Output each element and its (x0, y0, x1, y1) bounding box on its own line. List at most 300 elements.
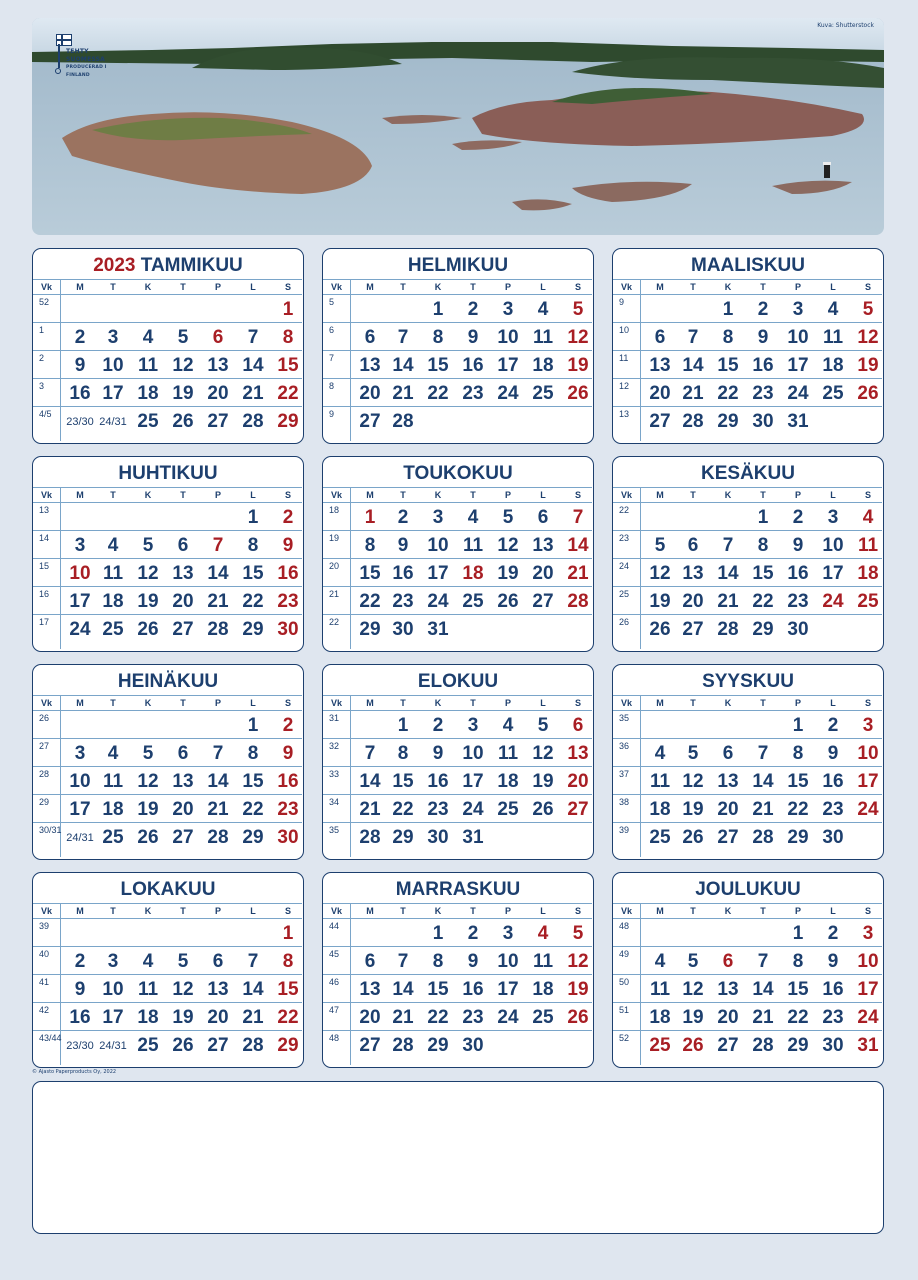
weekday-label: M (76, 490, 84, 500)
day-cell: 25 (102, 827, 124, 848)
weekday-label: K (724, 282, 732, 292)
week-row (613, 795, 882, 823)
day-cell: 8 (432, 951, 444, 972)
day-cell: 22 (787, 1007, 809, 1028)
weekday-header (613, 903, 882, 919)
day-cell: 2 (467, 923, 479, 944)
day-cell: 23 (787, 591, 809, 612)
day-cell: 27 (682, 619, 704, 640)
day-cell: 14 (717, 563, 739, 584)
week-row (613, 351, 882, 379)
month-title (323, 669, 593, 695)
notes-area[interactable] (32, 1081, 884, 1234)
month-title (613, 253, 883, 279)
week-number: 29 (39, 797, 50, 807)
day-cell: 4 (467, 507, 479, 528)
day-cell: 13 (359, 355, 381, 376)
week-row (33, 531, 302, 559)
day-cell: 7 (722, 535, 734, 556)
day-cell: 19 (172, 383, 194, 404)
week-number: 4/5 (39, 409, 52, 419)
month-card-joulukuu (612, 872, 884, 1068)
day-cell: 6 (537, 507, 549, 528)
month-title (323, 877, 593, 903)
weekday-label: L (250, 490, 256, 500)
day-cell: 2 (397, 507, 409, 528)
day-cell: 25 (649, 827, 671, 848)
day-cell: 1 (722, 299, 734, 320)
weekday-label: K (144, 698, 152, 708)
day-cell: 5 (572, 923, 584, 944)
day-cell: 9 (282, 535, 294, 556)
day-cell: 5 (572, 299, 584, 320)
day-cell: 29 (717, 411, 739, 432)
day-cell: 2 (827, 715, 839, 736)
day-cell: 12 (682, 771, 704, 792)
week-row (33, 795, 302, 823)
weekday-label: T (470, 698, 476, 708)
day-cell: 27 (172, 827, 194, 848)
month-card-kesäkuu (612, 456, 884, 652)
day-cell: 9 (397, 535, 409, 556)
week-number: 35 (619, 713, 630, 723)
day-cell: 13 (532, 535, 554, 556)
day-cell: 26 (172, 411, 194, 432)
day-cell: 5 (862, 299, 874, 320)
week-number: 48 (329, 1033, 340, 1043)
day-cell: 23 (392, 591, 414, 612)
weekday-label: T (180, 698, 186, 708)
day-cell: 7 (757, 743, 769, 764)
weekday-label: P (794, 282, 801, 292)
day-cell: 5 (177, 951, 189, 972)
week-row (613, 559, 882, 587)
day-cell: 26 (532, 799, 554, 820)
month-title (33, 461, 303, 487)
week-row (613, 739, 882, 767)
day-cell: 4 (142, 327, 154, 348)
day-cell: 2 (282, 715, 294, 736)
week-row (323, 503, 592, 531)
day-cell: 1 (247, 715, 259, 736)
week-row (323, 919, 592, 947)
day-cell: 20 (207, 383, 229, 404)
day-cell: 6 (364, 951, 376, 972)
day-cell: 17 (427, 563, 449, 584)
day-cell: 19 (137, 799, 159, 820)
weekday-label: K (724, 698, 732, 708)
day-cell: 16 (277, 563, 299, 584)
day-cell: 13 (682, 563, 704, 584)
day-cell: 2 (757, 299, 769, 320)
day-cell: 7 (247, 951, 259, 972)
day-cell: 13 (172, 771, 194, 792)
day-cell: 4 (537, 923, 549, 944)
day-cell: 20 (207, 1007, 229, 1028)
weekday-label: T (180, 906, 186, 916)
day-cell: 11 (462, 535, 484, 556)
day-cell: 6 (212, 327, 224, 348)
week-row (323, 587, 592, 615)
day-cell: 13 (207, 355, 229, 376)
day-cell: 22 (277, 383, 299, 404)
weekday-label: S (864, 282, 871, 292)
week-row (323, 615, 592, 643)
day-cell: 6 (177, 743, 189, 764)
day-cell: 16 (462, 355, 484, 376)
week-number-header: Vk (330, 282, 342, 292)
week-number: 39 (619, 825, 630, 835)
weekday-label: T (110, 282, 116, 292)
week-number-header: Vk (620, 490, 632, 500)
weekday-label: K (144, 282, 152, 292)
day-cell: 9 (827, 951, 839, 972)
week-row (323, 947, 592, 975)
archipelago-photo (32, 18, 884, 235)
day-cell: 18 (532, 979, 554, 1000)
weekday-label: S (284, 698, 291, 708)
day-cell: 11 (102, 563, 124, 584)
day-cell: 12 (137, 563, 159, 584)
day-cell: 18 (462, 563, 484, 584)
day-cell: 18 (137, 1007, 159, 1028)
day-cell: 8 (247, 743, 259, 764)
day-cell: 17 (857, 979, 879, 1000)
day-cell: 31 (462, 827, 484, 848)
month-title (323, 253, 593, 279)
day-cell: 15 (787, 771, 809, 792)
week-number: 46 (329, 977, 340, 987)
day-cell: 7 (364, 743, 376, 764)
day-cell: 24 (822, 591, 844, 612)
weekday-label: S (574, 282, 581, 292)
month-name: TAMMIKUU (140, 255, 243, 276)
day-cell: 4 (862, 507, 874, 528)
week-row (613, 323, 882, 351)
week-number: 23 (619, 533, 630, 543)
day-cell: 23 (277, 591, 299, 612)
day-cell: 9 (74, 979, 86, 1000)
week-number: 9 (619, 297, 625, 307)
day-cell: 11 (649, 979, 671, 1000)
day-cell: 18 (102, 591, 124, 612)
day-cell: 20 (682, 591, 704, 612)
week-row (323, 559, 592, 587)
day-cell: 5 (654, 535, 666, 556)
month-name: JOULUKUU (695, 879, 801, 900)
day-cell: 8 (397, 743, 409, 764)
day-cell: 12 (567, 951, 589, 972)
weekday-label: P (214, 698, 221, 708)
day-cell: 19 (532, 771, 554, 792)
day-cell: 14 (752, 771, 774, 792)
day-cell: 11 (102, 771, 124, 792)
day-cell: 15 (242, 563, 264, 584)
day-cell: 7 (212, 743, 224, 764)
week-row (613, 767, 882, 795)
day-cell: 18 (649, 1007, 671, 1028)
day-cell: 18 (102, 799, 124, 820)
weekday-label: T (470, 282, 476, 292)
week-number: 37 (619, 769, 630, 779)
weekday-label: T (690, 490, 696, 500)
week-number-header: Vk (620, 282, 632, 292)
weekday-header (323, 695, 592, 711)
month-card-toukokuu (322, 456, 594, 652)
month-name: HUHTIKUU (118, 463, 218, 484)
weekday-label: L (250, 906, 256, 916)
day-cell: 16 (427, 771, 449, 792)
day-cell: 2 (282, 507, 294, 528)
week-row (613, 587, 882, 615)
day-cell: 4 (654, 743, 666, 764)
day-cell: 6 (572, 715, 584, 736)
day-cell: 3 (432, 507, 444, 528)
week-number: 40 (39, 949, 50, 959)
week-number: 32 (329, 741, 340, 751)
day-cell: 10 (102, 979, 124, 1000)
weekday-label: L (830, 490, 836, 500)
week-row (33, 919, 302, 947)
week-number: 52 (39, 297, 50, 307)
day-cell: 27 (207, 1035, 229, 1056)
day-cell: 17 (787, 355, 809, 376)
month-name: SYYSKUU (702, 671, 794, 692)
day-cell: 8 (792, 951, 804, 972)
week-row (33, 739, 302, 767)
week-number: 33 (329, 769, 340, 779)
week-number: 30/31 (39, 825, 62, 835)
weekday-header (323, 903, 592, 919)
week-number: 34 (329, 797, 340, 807)
day-cell: 18 (649, 799, 671, 820)
day-cell: 4 (142, 951, 154, 972)
day-cell: 16 (462, 979, 484, 1000)
day-cell: 18 (857, 563, 879, 584)
week-row (613, 531, 882, 559)
week-row (33, 1031, 302, 1059)
day-cell: 31 (787, 411, 809, 432)
month-name: HELMIKUU (407, 255, 509, 276)
weekday-label: P (504, 490, 511, 500)
day-cell: 24 (857, 799, 879, 820)
day-cell: 23/30 (66, 1040, 94, 1052)
day-cell: 24/31 (99, 1040, 127, 1052)
week-number-header: Vk (40, 282, 52, 292)
day-cell: 30 (787, 619, 809, 640)
month-title (613, 669, 883, 695)
weekday-label: S (864, 698, 871, 708)
day-cell: 9 (467, 951, 479, 972)
day-cell: 28 (392, 1035, 414, 1056)
weekday-label: K (144, 906, 152, 916)
day-cell: 4 (654, 951, 666, 972)
day-cell: 4 (827, 299, 839, 320)
day-cell: 16 (822, 979, 844, 1000)
day-cell: 31 (857, 1035, 879, 1056)
day-cell: 15 (427, 979, 449, 1000)
day-cell: 20 (717, 1007, 739, 1028)
day-cell: 26 (567, 383, 589, 404)
day-cell: 13 (649, 355, 671, 376)
week-number-header: Vk (40, 490, 52, 500)
day-cell: 24/31 (99, 416, 127, 428)
day-cell: 10 (102, 355, 124, 376)
day-cell: 16 (752, 355, 774, 376)
weekday-label: K (434, 698, 442, 708)
month-card-marraskuu (322, 872, 594, 1068)
day-cell: 23 (277, 799, 299, 820)
weekday-label: S (284, 282, 291, 292)
day-cell: 28 (359, 827, 381, 848)
week-row (33, 947, 302, 975)
day-cell: 7 (247, 327, 259, 348)
weekday-label: M (656, 906, 664, 916)
day-cell: 26 (172, 1035, 194, 1056)
day-cell: 9 (792, 535, 804, 556)
week-row (613, 1031, 882, 1059)
header-photo (32, 18, 884, 235)
week-row (323, 795, 592, 823)
day-cell: 6 (177, 535, 189, 556)
day-cell: 20 (172, 591, 194, 612)
weekday-label: M (366, 698, 374, 708)
day-cell: 22 (277, 1007, 299, 1028)
week-row (323, 1003, 592, 1031)
day-cell: 5 (502, 507, 514, 528)
day-cell: 2 (467, 299, 479, 320)
day-cell: 22 (242, 799, 264, 820)
weekday-label: T (400, 282, 406, 292)
weekday-header (613, 695, 882, 711)
day-cell: 12 (857, 327, 879, 348)
day-cell: 17 (822, 563, 844, 584)
day-cell: 13 (172, 563, 194, 584)
year-label: 2023 (93, 255, 136, 276)
weekday-label: L (830, 906, 836, 916)
week-number: 50 (619, 977, 630, 987)
day-cell: 2 (432, 715, 444, 736)
day-cell: 21 (207, 799, 229, 820)
day-cell: 2 (74, 327, 86, 348)
week-number: 13 (619, 409, 630, 419)
day-cell: 21 (207, 591, 229, 612)
week-number: 9 (329, 409, 335, 419)
day-cell: 28 (242, 1035, 264, 1056)
week-number: 35 (329, 825, 340, 835)
day-cell: 20 (717, 799, 739, 820)
day-cell: 14 (242, 979, 264, 1000)
week-row (33, 615, 302, 643)
weekday-label: M (366, 490, 374, 500)
day-cell: 25 (102, 619, 124, 640)
day-cell: 21 (567, 563, 589, 584)
day-cell: 17 (857, 771, 879, 792)
day-cell: 14 (207, 771, 229, 792)
day-cell: 22 (359, 591, 381, 612)
day-cell: 12 (532, 743, 554, 764)
week-row (323, 711, 592, 739)
day-cell: 1 (757, 507, 769, 528)
day-cell: 27 (359, 411, 381, 432)
weekday-label: T (760, 490, 766, 500)
day-cell: 28 (207, 619, 229, 640)
copyright-text: © Ajasto Paperproducts Oy, 2022 (32, 1069, 117, 1075)
day-cell: 26 (137, 827, 159, 848)
day-cell: 21 (392, 383, 414, 404)
week-number: 13 (39, 505, 50, 515)
day-cell: 11 (137, 355, 159, 376)
month-card-lokakuu (32, 872, 304, 1068)
day-cell: 14 (359, 771, 381, 792)
day-cell: 27 (567, 799, 589, 820)
week-row (323, 823, 592, 851)
day-cell: 9 (827, 743, 839, 764)
week-number: 8 (329, 381, 335, 391)
day-cell: 15 (752, 563, 774, 584)
week-number-header: Vk (620, 906, 632, 916)
weekday-label: L (540, 906, 546, 916)
day-cell: 25 (462, 591, 484, 612)
day-cell: 27 (172, 619, 194, 640)
day-cell: 9 (467, 327, 479, 348)
weekday-header (33, 279, 302, 295)
week-row (323, 975, 592, 1003)
badge-text (66, 48, 114, 80)
day-cell: 18 (137, 383, 159, 404)
day-cell: 29 (392, 827, 414, 848)
weekday-label: P (794, 490, 801, 500)
month-title (613, 877, 883, 903)
day-cell: 3 (792, 299, 804, 320)
weekday-label: T (400, 906, 406, 916)
weekday-label: M (656, 282, 664, 292)
day-cell: 26 (682, 827, 704, 848)
day-cell: 19 (567, 355, 589, 376)
made-in-finland-badge (44, 32, 114, 78)
day-cell: 5 (177, 327, 189, 348)
week-row (613, 823, 882, 851)
day-cell: 2 (827, 923, 839, 944)
day-cell: 15 (277, 979, 299, 1000)
day-cell: 23/30 (66, 416, 94, 428)
key-icon (58, 44, 60, 68)
week-number: 7 (329, 353, 335, 363)
day-cell: 16 (787, 563, 809, 584)
day-cell: 1 (432, 299, 444, 320)
day-cell: 6 (654, 327, 666, 348)
day-cell: 19 (172, 1007, 194, 1028)
weekday-label: T (690, 906, 696, 916)
weekday-label: P (504, 282, 511, 292)
day-cell: 30 (392, 619, 414, 640)
day-cell: 28 (567, 591, 589, 612)
day-cell: 17 (462, 771, 484, 792)
weekday-label: M (656, 490, 664, 500)
day-cell: 22 (787, 799, 809, 820)
day-cell: 1 (282, 923, 294, 944)
month-card-helmikuu (322, 248, 594, 444)
day-cell: 28 (717, 619, 739, 640)
week-number-header: Vk (330, 490, 342, 500)
day-cell: 2 (792, 507, 804, 528)
day-cell: 26 (857, 383, 879, 404)
week-number: 26 (619, 617, 630, 627)
day-cell: 19 (682, 1007, 704, 1028)
day-cell: 28 (392, 411, 414, 432)
weekday-label: T (760, 906, 766, 916)
week-number-header: Vk (330, 906, 342, 916)
